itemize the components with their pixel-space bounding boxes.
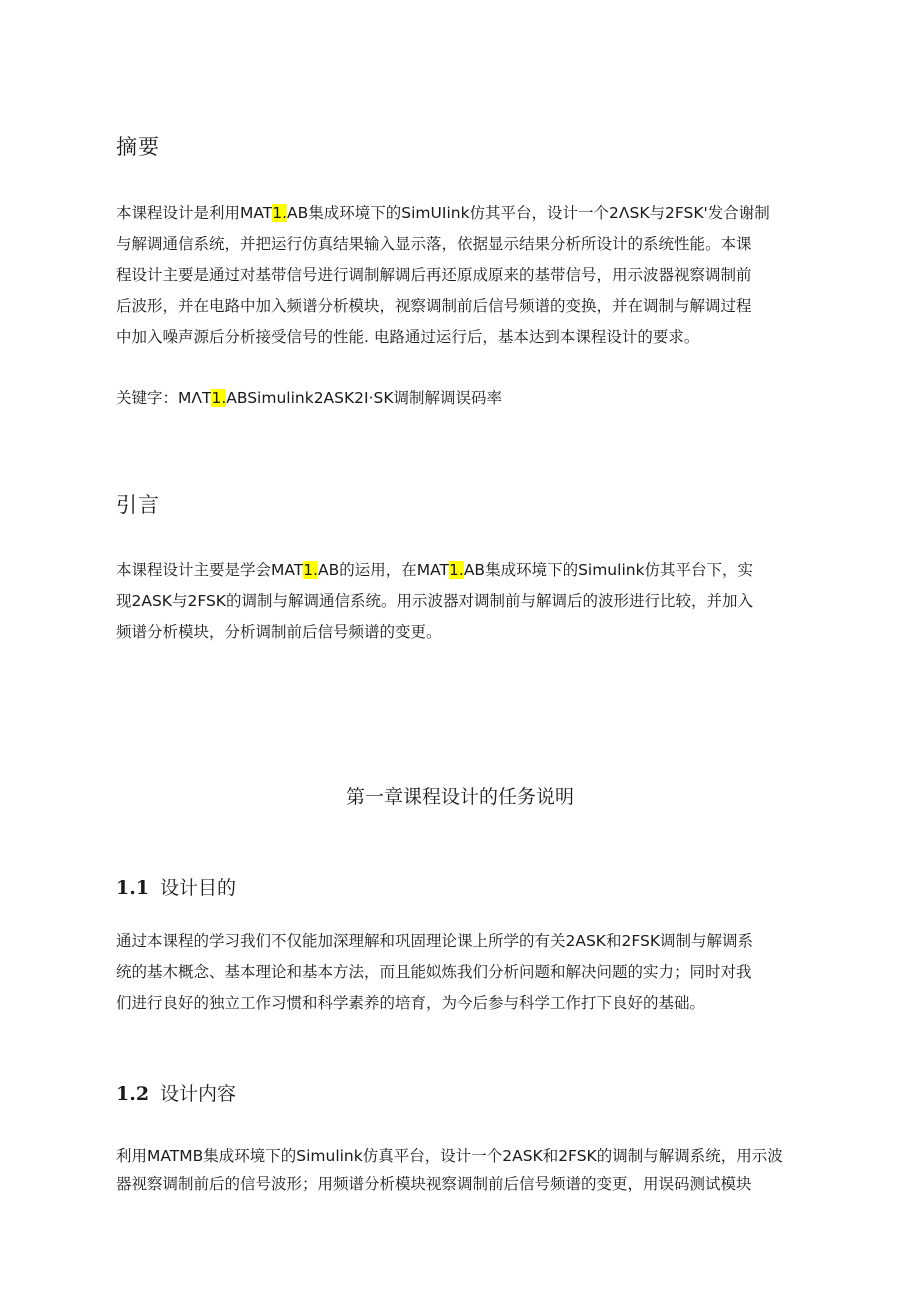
body-line: 们进行良好的独立工作习惯和科学素养的培育，为今后参与科学工作打下良好的基础。 [116,994,706,1012]
abstract-line: 中加入噪声源后分析接受信号的性能. 电路通过运行后，基本达到本课程设计的要求。 [116,328,700,346]
abstract-line: 本课程设计是利用MAT1.AB集成环境下的SimUIink仿其平台，设计一个2ΛSK与2FSK'发合谢制 [116,204,770,222]
body-line: 统的基木概念、基本理论和基本方法，而且能姒炼我们分析问题和解决问题的实力；同时对我 [116,963,752,981]
highlight-mark: 1. [449,561,464,579]
keywords-line: 关键字：MΛT1.ABSimulink2ASK2I·SK调制解调误码率 [116,389,503,407]
highlight-mark: 1. [303,561,319,579]
intro-line: 本课程设计主要是学会MAT1.AB的运用，在MAT1.AB集成环境下的Simulink仿其平台下，实 [116,561,754,579]
intro-paragraph [116,555,810,648]
section-1-1-heading [116,873,236,900]
abstract-paragraph [116,198,810,353]
chapter-title: 第一章课程设计的任务说明 [345,786,574,808]
section-title: 设计目的 [160,877,237,899]
abstract-line: 后波形，并在电路中加入频谱分析模块，视察调制前后信号频谱的变换，并在调制与解调过程 [116,297,752,315]
section-1-1-paragraph [116,926,810,1019]
body-line: 器视察调制前后的信号波形；用频谱分析模块视察调制前后信号频谱的变更，用误码测试模块 [116,1175,752,1193]
intro-heading: 引言 [116,493,160,517]
intro-line: 频谱分析模块，分析调制前后信号频谱的变更。 [116,623,442,641]
body-line: 通过本课程的学习我们不仅能加深理解和巩固理论课上所学的有关2ASK和2FSK调制与解调系 [116,932,753,950]
body-line: 利用MATMB集成环境下的Simulink仿真平台，设计一个2ASK和2FSK的调制与解调系统，用示波 [116,1147,783,1165]
section-1-2-paragraph [116,1142,810,1198]
abstract-line: 程设计主要是通过对基带信号进行调制解调后再还原成原来的基带信号，用示波器视察调制前 [116,266,752,284]
abstract-heading: 摘要 [116,135,160,159]
section-number: 1.1 [116,877,150,899]
section-number: 1.2 [116,1083,150,1105]
section-title: 设计内容 [160,1083,237,1105]
highlight-mark: 1. [211,389,227,407]
section-1-2-heading [116,1079,236,1106]
abstract-line: 与解调通信系统，并把运行仿真结果输入显示落，依据显示结果分析所设计的系统性能。本课 [116,235,752,253]
intro-line: 现2ASK与2FSK的调制与解调通信系统。用示波器对调制前与解调后的波形进行比较，并加入 [116,592,753,610]
highlight-mark: 1. [272,204,288,222]
